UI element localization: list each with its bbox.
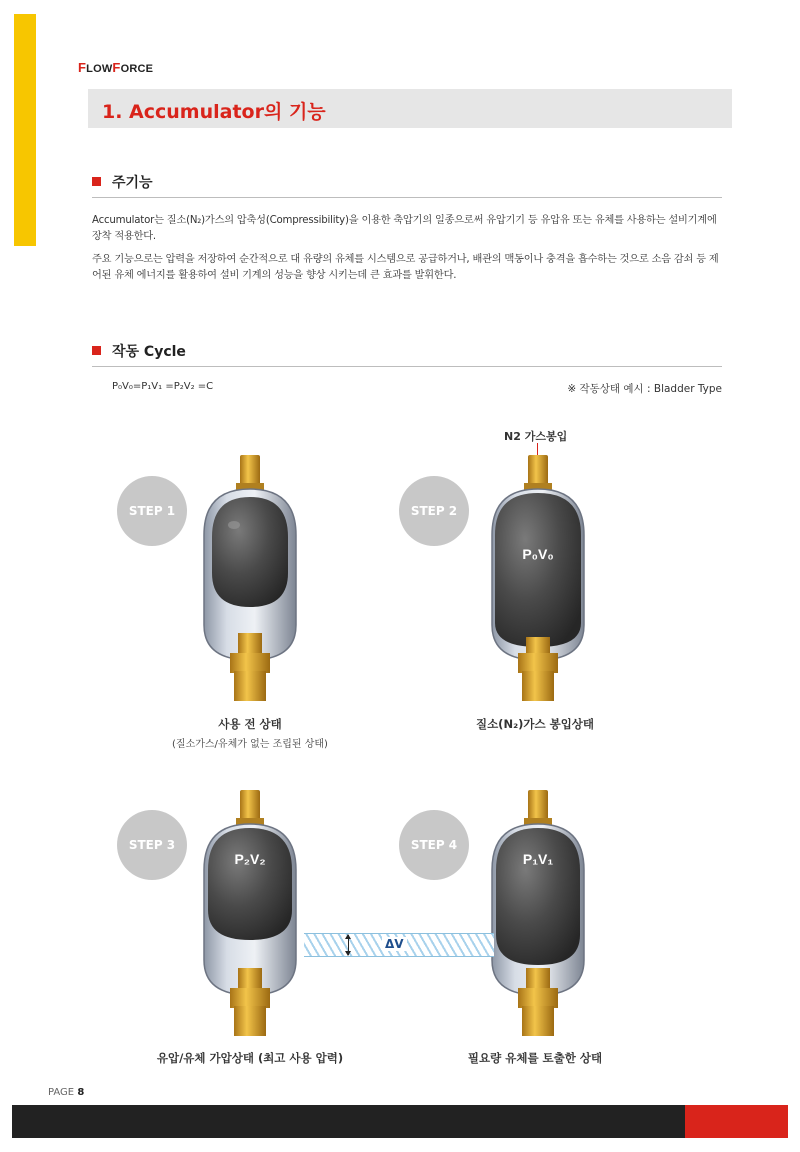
caption-step-1-sub: (질소가스/유체가 없는 조립된 상태) [172, 739, 328, 750]
bullet-square-icon [92, 177, 101, 186]
step-4-badge: STEP 4 [399, 810, 469, 880]
bladder-label-p0v0: P₀V₀ [522, 546, 554, 562]
boyle-formula: P₀V₀=P₁V₁ =P₂V₂ =C [112, 381, 214, 392]
page-number: PAGE 8 [48, 1087, 85, 1098]
caption-step-2: 질소(N₂)가스 봉입상태 [475, 717, 595, 731]
accumulator-illustration-step-2 [478, 455, 598, 705]
bladder-label-p1v1: P₁V₁ [522, 851, 554, 867]
step-3-badge: STEP 3 [117, 810, 187, 880]
fluid-port-icon [522, 671, 554, 701]
bladder-type-note: ※ 작동상태 예시 : Bladder Type [567, 383, 722, 395]
bullet-square-icon [92, 346, 101, 355]
bladder [496, 828, 580, 965]
side-accent-bar [14, 14, 36, 246]
section-heading-main-function: 주기능 [92, 172, 722, 198]
footer-bar-black [12, 1105, 685, 1138]
delta-v-label: ΔV [382, 937, 407, 951]
flowforce-logo: FLOWFORCE [78, 60, 154, 75]
double-arrow-icon [348, 935, 349, 955]
caption-step-3: 유압/유체 가압상태 (최고 사용 압력) [156, 1051, 344, 1065]
paragraph-function: 주요 기능으로는 압력을 저장하여 순간적으로 대 유량의 유체를 시스템으로 공급하거나, 배관의 맥동이나 충격을 흡수하는 것으로 소음 감쇠 등 제어된 유체 에너지를 활용하여 설비 기계의 성능을 향상 시키는데 큰 효과를 발휘한다. [92, 254, 719, 281]
title-band [88, 89, 732, 128]
bladder [495, 493, 581, 647]
page-title: 1. Accumulator의 기능 [102, 101, 326, 123]
fluid-port-icon [234, 1006, 266, 1036]
fluid-port-icon [522, 1006, 554, 1036]
fluid-port-icon [234, 671, 266, 701]
caption-step-1: 사용 전 상태 [218, 717, 282, 731]
section-heading-cycle: 작동 Cycle [92, 341, 722, 367]
step-2-badge: STEP 2 [399, 476, 469, 546]
accumulator-illustration-step-4 [478, 790, 598, 1040]
bladder [212, 497, 288, 607]
paragraph-intro: Accumulator는 질소(N₂)가스의 압축성(Compressibility)을 이용한 축압기의 일종으로써 유압기기 등 유압유 또는 유체를 사용하는 설비기계에 장착 적용한다. [92, 215, 717, 242]
step-1-badge: STEP 1 [117, 476, 187, 546]
accumulator-illustration-step-1 [190, 455, 310, 705]
n2-charge-label: N2 가스봉입 [504, 430, 568, 443]
bladder-label-p2v2: P₂V₂ [234, 851, 266, 867]
footer-bar-red [685, 1105, 788, 1138]
bladder [208, 828, 292, 940]
accumulator-illustration-step-3 [190, 790, 310, 1040]
caption-step-4: 필요량 유체를 토출한 상태 [467, 1051, 603, 1065]
